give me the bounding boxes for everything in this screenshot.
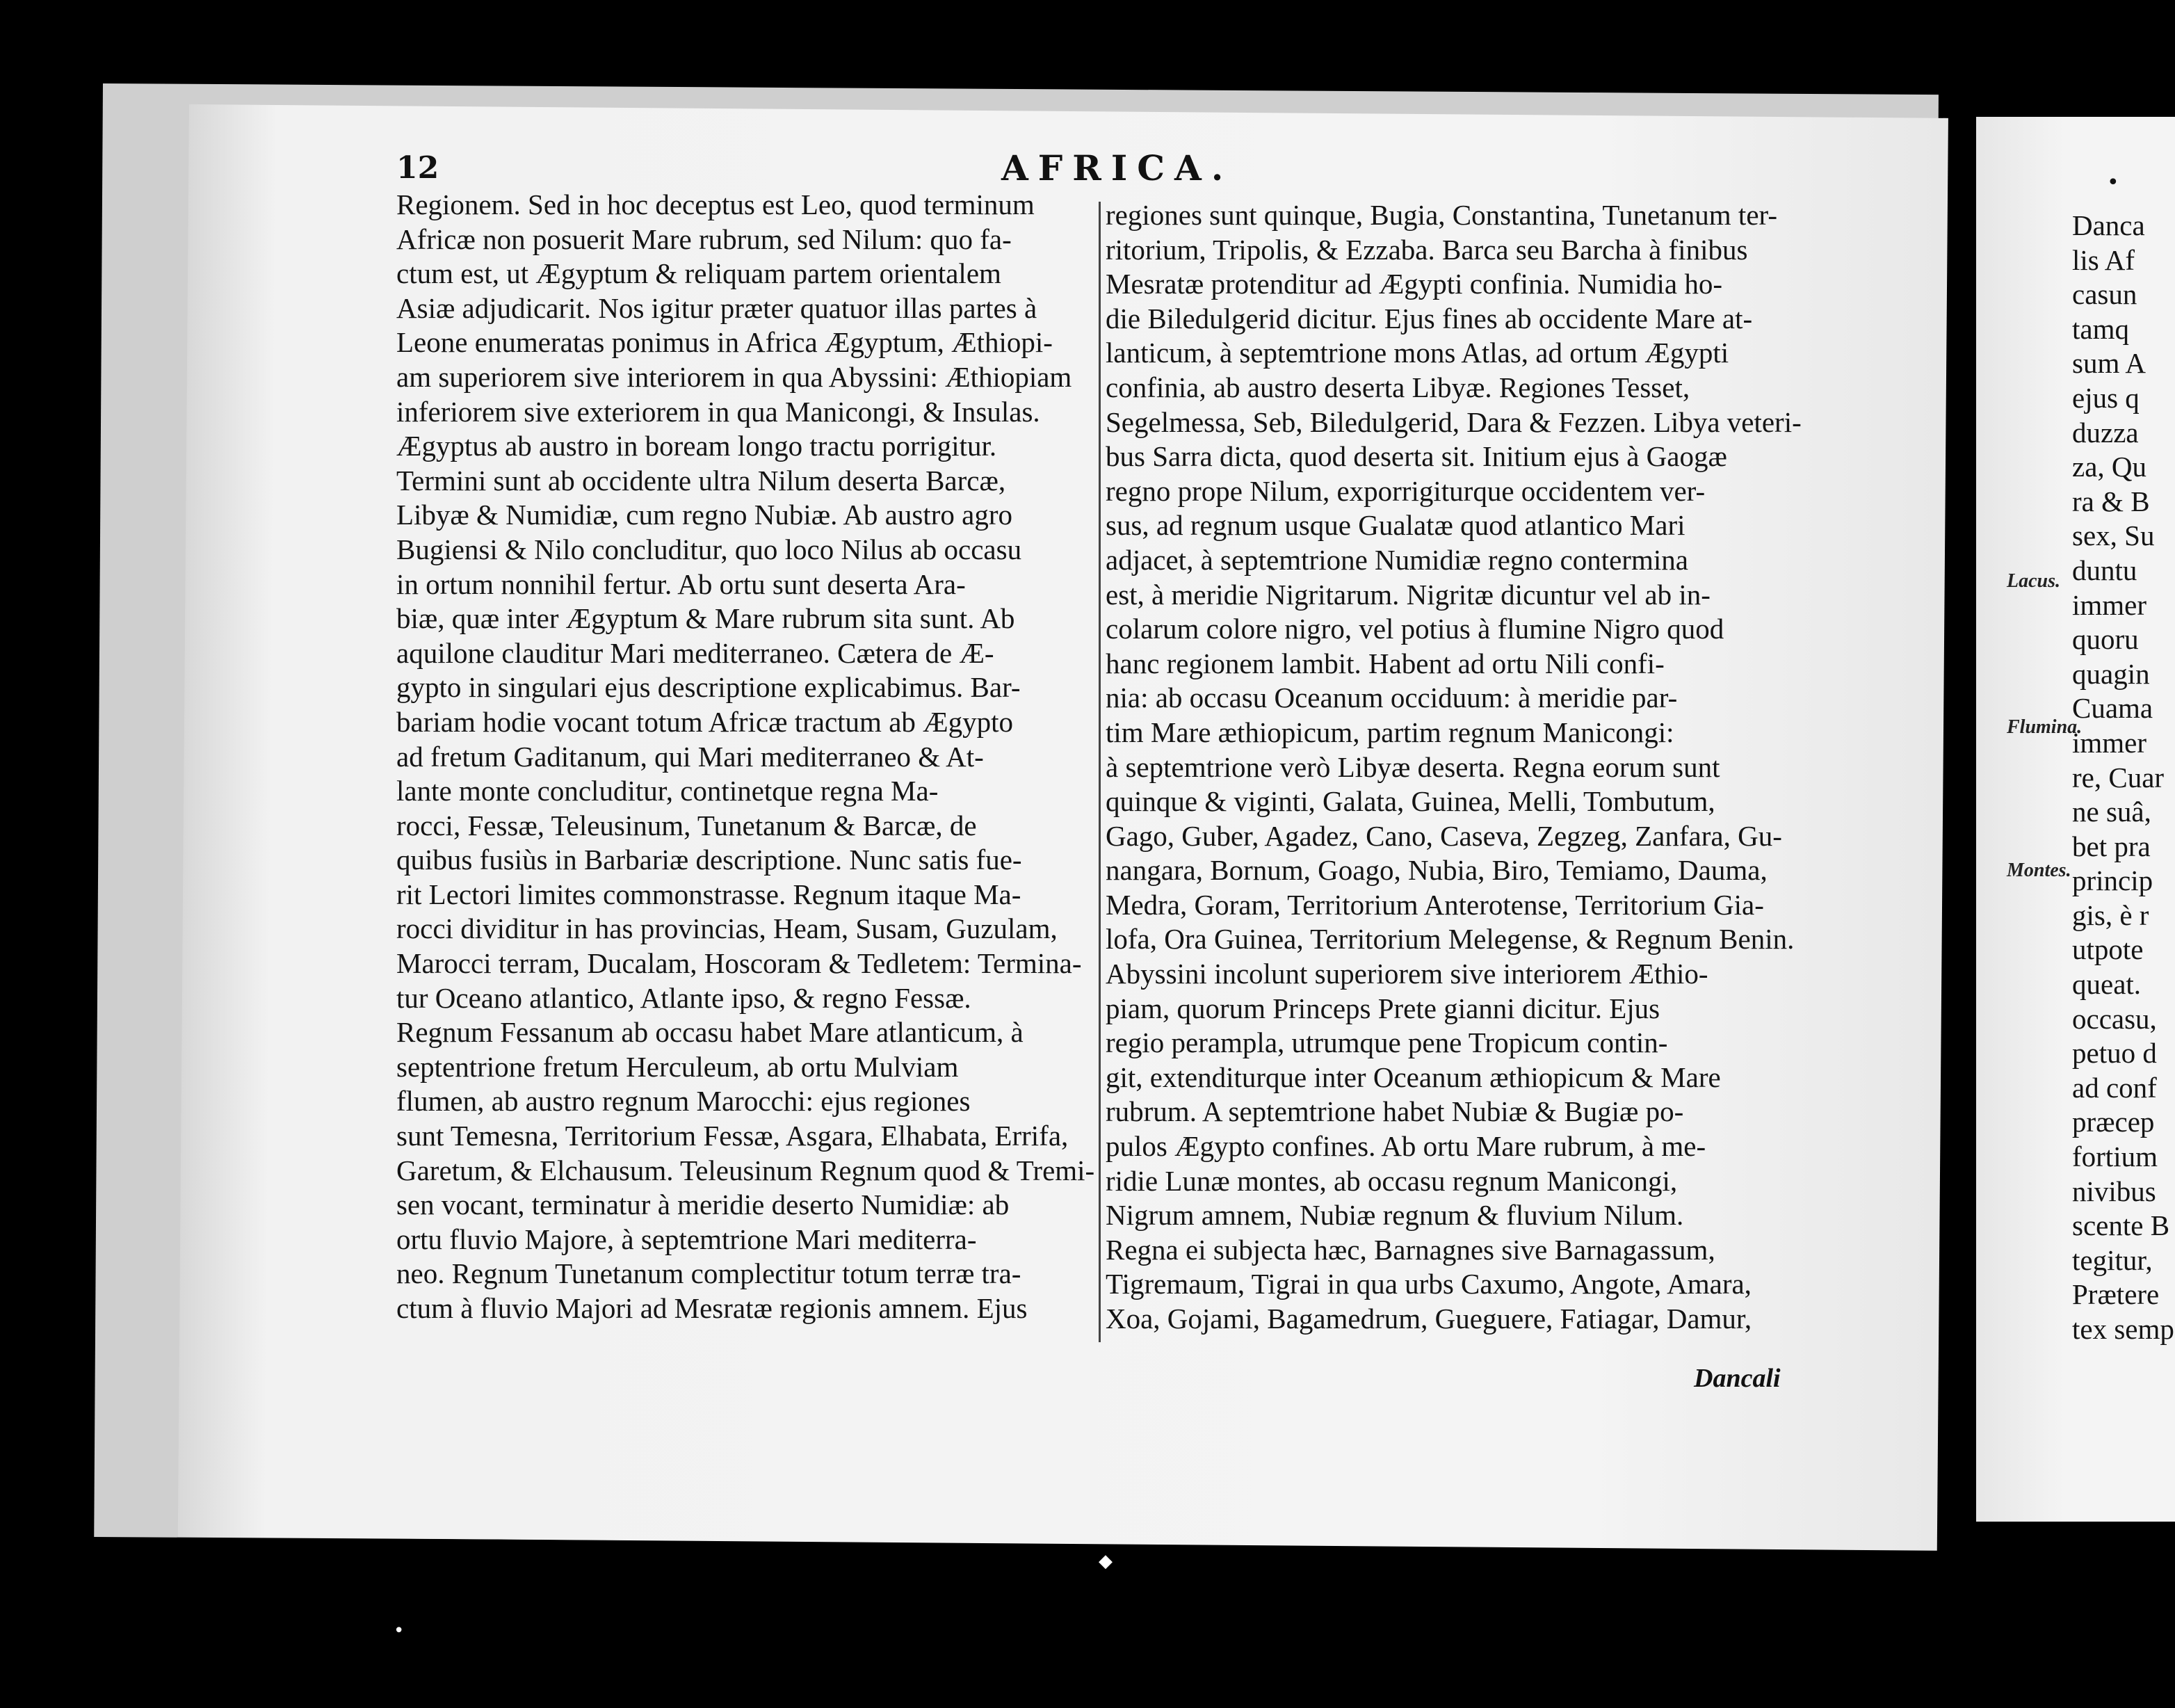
text-line: aquilone clauditur Mari mediterraneo. Cætera de Æ-: [396, 636, 994, 669]
text-line: confinia, ab austro deserta Libyæ. Regiones Tesset,: [1106, 371, 1690, 403]
text-line: ctum est, ut Ægyptum & reliquam partem orientalem: [396, 257, 1001, 290]
text-line: Mesratæ protenditur ad Ægypti confinia. Numidia ho-: [1106, 268, 1723, 300]
text-line: quibus fusiùs in Barbariæ descriptione. Nunc satis fue-: [396, 844, 1022, 876]
text-line: Cuama: [2072, 692, 2153, 725]
page-number: 12: [396, 150, 439, 186]
text-line: duntu: [2072, 554, 2137, 586]
catchword: Dancali: [1694, 1364, 1781, 1393]
text-line: lis Af: [2072, 243, 2135, 276]
margin-note-flumina: Flumina.: [2007, 716, 2083, 738]
text-line: Ægyptus ab austro in boream longo tractu porrigitur.: [396, 430, 997, 462]
text-line: tex semp: [2072, 1313, 2174, 1345]
text-line: petuo d: [2072, 1037, 2157, 1070]
text-line: gypto in singulari ejus descriptione explicabimus. Bar-: [396, 671, 1021, 704]
dot-mark: •: [2107, 170, 2119, 195]
text-line: Xoa, Gojami, Bagamedrum, Gueguere, Fatiagar, Damur,: [1106, 1303, 1752, 1335]
text-line: præcep: [2072, 1106, 2155, 1138]
text-line: regio perampla, utrumque pene Tropicum contin-: [1106, 1026, 1668, 1059]
text-line: ad fretum Gaditanum, qui Mari mediterraneo & At-: [396, 740, 984, 773]
column-rule: [1099, 202, 1101, 1342]
running-title: AFRICA.: [1001, 147, 1234, 188]
text-line: git, extenditurque inter Oceanum æthiopicum & Mare: [1106, 1061, 1721, 1093]
text-line: quagin: [2072, 657, 2150, 690]
text-line: nangara, Bornum, Goago, Nubia, Biro, Temiamo, Dauma,: [1106, 854, 1768, 887]
text-line: sus, ad regnum usque Gualatæ quod atlantico Mari: [1106, 509, 1685, 542]
text-line: fortium: [2072, 1141, 2158, 1173]
text-line: princip: [2072, 864, 2153, 897]
text-line: rocci, Fessæ, Teleusinum, Tunetanum & Barcæ, de: [396, 809, 977, 841]
text-line: Asiæ adjudicarit. Nos igitur præter quatuor illas partes à: [396, 291, 1037, 324]
text-line: nia: ab occasu Oceanum occiduum: à meridie par-: [1106, 682, 1678, 714]
text-line: septentrione fretum Herculeum, ab ortu Mulviam: [396, 1050, 959, 1083]
text-line: ejus q: [2072, 381, 2140, 414]
text-line: Nigrum amnem, Nubiæ regnum & fluvium Nilum.: [1106, 1199, 1684, 1232]
text-line: Africæ non posuerit Mare rubrum, sed Nilum: quo fa-: [396, 223, 1012, 255]
text-line: regno prope Nilum, exporrigiturque occidentem ver-: [1106, 474, 1706, 507]
text-line: Tigremaum, Tigrai in qua urbs Caxumo, Angote, Amara,: [1106, 1268, 1752, 1300]
text-line: ad conf: [2072, 1071, 2157, 1104]
text-line: rocci dividitur in has provincias, Heam, Susam, Guzulam,: [396, 912, 1058, 945]
text-line: bus Sarra dicta, quod deserta sit. Initium ejus à Gaogæ: [1106, 440, 1727, 473]
text-line: flumen, ab austro regnum Marocchi: ejus regiones: [396, 1085, 971, 1118]
text-line: gis, è r: [2072, 899, 2149, 931]
text-line: bet pra: [2072, 830, 2151, 862]
text-line: hanc regionem lambit. Habent ad ortu Nili confi-: [1106, 647, 1665, 679]
dust-speck: ◆: [1099, 1551, 1113, 1572]
text-line: quinque & viginti, Galata, Guinea, Melli, Tombutum,: [1106, 785, 1715, 818]
text-line: Garetum, & Elchausum. Teleusinum Regnum quod & Tremi-: [396, 1154, 1095, 1186]
left-text-column: [396, 188, 1099, 1326]
text-line: Regnum Fessanum ab occasu habet Mare atlanticum, à: [396, 1016, 1024, 1049]
text-line: occasu,: [2072, 1002, 2157, 1035]
text-line: Bugiensi & Nilo concluditur, quo loco Nilus ab occasu: [396, 533, 1022, 565]
text-line: Termini sunt ab occidente ultra Nilum deserta Barcæ,: [396, 464, 1006, 497]
right-page-text-column: [2072, 209, 2175, 1347]
text-line: Libyæ & Numidiæ, cum regno Nubiæ. Ab austro agro: [396, 499, 1012, 531]
text-line: tur Oceano atlantico, Atlante ipso, & regno Fessæ.: [396, 981, 971, 1014]
text-line: casun: [2072, 278, 2137, 311]
text-line: nivibus: [2072, 1175, 2156, 1207]
text-line: lante monte concluditur, continetque regna Ma-: [396, 775, 939, 807]
text-line: tamq: [2072, 312, 2129, 345]
text-line: rubrum. A septemtrione habet Nubiæ & Bugiæ po-: [1106, 1095, 1684, 1128]
text-line: pulos Ægypto confines. Ab ortu Mare rubrum, à me-: [1106, 1130, 1706, 1163]
middle-text-column: [1106, 198, 1804, 1337]
text-line: sen vocant, terminatur à meridie deserto Numidiæ: ab: [396, 1189, 1010, 1221]
text-line: neo. Regnum Tunetanum complectitur totum terræ tra-: [396, 1257, 1021, 1290]
text-line: Medra, Goram, Territorium Anterotense, Territorium Gia-: [1106, 888, 1764, 921]
text-line: ridie Lunæ montes, ab occasu regnum Manicongi,: [1106, 1164, 1678, 1197]
text-line: scente B: [2072, 1209, 2170, 1242]
text-line: sunt Temesna, Territorium Fessæ, Asgara, Elhabata, Errifa,: [396, 1120, 1069, 1152]
text-line: Regna ei subjecta hæc, Barnagnes sive Barnagassum,: [1106, 1233, 1715, 1266]
text-line: piam, quorum Princeps Prete gianni dicitur. Ejus: [1106, 992, 1660, 1024]
text-line: re, Cuar: [2072, 761, 2165, 793]
text-line: sum A: [2072, 347, 2146, 380]
text-line: Leone enumeratas ponimus in Africa Ægyptum, Æthiopi-: [396, 326, 1053, 359]
text-line: regiones sunt quinque, Bugia, Constantina, Tunetanum ter-: [1106, 199, 1778, 231]
text-line: à septemtrione verò Libyæ deserta. Regna eorum sunt: [1106, 750, 1720, 783]
text-line: adjacet, à septemtrione Numidiæ regno contermina: [1106, 543, 1688, 576]
text-line: lanticum, à septemtrione mons Atlas, ad ortum Ægypti: [1106, 337, 1729, 369]
text-line: sex, Su: [2072, 519, 2155, 552]
dust-speck: •: [394, 1620, 405, 1641]
text-line: Prætere: [2072, 1278, 2160, 1311]
margin-note-lacus: Lacus.: [2007, 570, 2060, 592]
text-line: za, Qu: [2072, 451, 2147, 483]
text-line: ctum à fluvio Majori ad Mesratæ regionis amnem. Ejus: [396, 1292, 1028, 1324]
text-line: immer: [2072, 726, 2147, 759]
text-line: in ortum nonnihil fertur. Ab ortu sunt deserta Ara-: [396, 567, 966, 600]
text-line: lofa, Ora Guinea, Territorium Melegense, & Regnum Benin.: [1106, 923, 1795, 956]
text-line: ne suâ,: [2072, 796, 2151, 828]
text-line: immer: [2072, 588, 2147, 621]
text-line: tegitur,: [2072, 1243, 2153, 1276]
text-line: biæ, quæ inter Ægyptum & Mare rubrum sita sunt. Ab: [396, 602, 1015, 635]
text-line: duzza: [2072, 416, 2139, 449]
text-line: bariam hodie vocant totum Africæ tractum ab Ægypto: [396, 705, 1013, 738]
text-line: est, à meridie Nigritarum. Nigritæ dicuntur vel ab in-: [1106, 578, 1711, 611]
text-line: Marocci terram, Ducalam, Hoscoram & Tedletem: Termina-: [396, 947, 1082, 980]
text-line: am superiorem sive interiorem in qua Abyssini: Æthiopiam: [396, 360, 1072, 393]
text-line: tim Mare æthiopicum, partim regnum Manicongi:: [1106, 716, 1674, 748]
text-line: rit Lectori limites commonstrasse. Regnum itaque Ma-: [396, 878, 1021, 910]
text-line: Danca: [2072, 209, 2145, 241]
text-line: Gago, Guber, Agadez, Cano, Caseva, Zegzeg, Zanfara, Gu-: [1106, 819, 1782, 852]
text-line: ra & B: [2072, 485, 2150, 517]
text-line: colarum colore nigro, vel potius à flumine Nigro quod: [1106, 613, 1724, 645]
text-line: die Biledulgerid dicitur. Ejus fines ab occidente Mare at-: [1106, 302, 1753, 335]
text-line: Regionem. Sed in hoc deceptus est Leo, quod terminum: [396, 188, 1035, 220]
text-line: quoru: [2072, 623, 2139, 656]
text-line: inferiorem sive exteriorem in qua Manicongi, & Insulas.: [396, 395, 1040, 428]
text-line: queat.: [2072, 968, 2142, 1001]
text-line: utpote: [2072, 933, 2144, 966]
text-line: Abyssini incolunt superiorem sive interiorem Æthio-: [1106, 958, 1708, 990]
text-line: ritorium, Tripolis, & Ezzaba. Barca seu Barcha à finibus: [1106, 233, 1748, 266]
margin-note-montes: Montes.: [2007, 860, 2071, 881]
text-line: Segelmessa, Seb, Biledulgerid, Dara & Fezzen. Libya veteri-: [1106, 405, 1802, 438]
text-line: ortu fluvio Majore, à septemtrione Mari mediterra-: [396, 1223, 977, 1255]
